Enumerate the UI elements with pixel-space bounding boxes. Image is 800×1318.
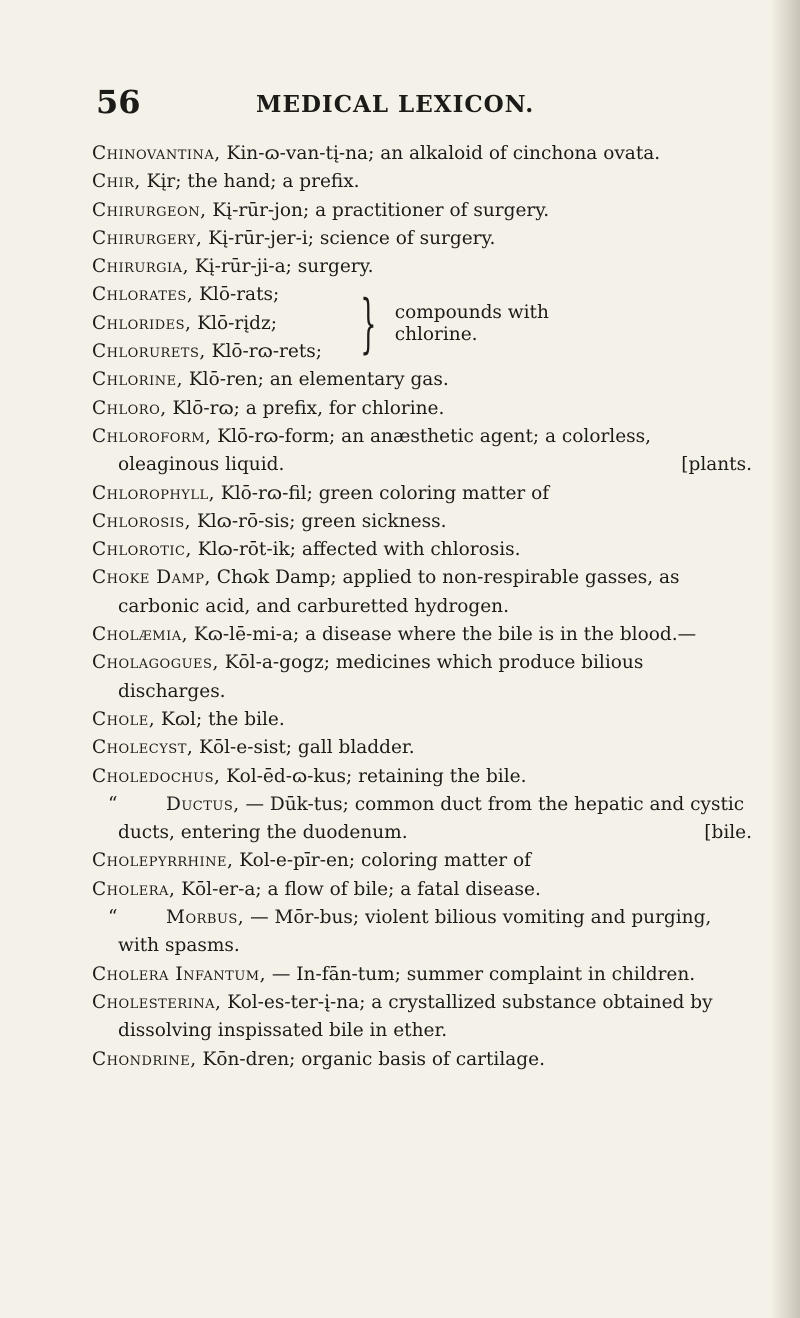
- page-number: 56: [96, 83, 141, 121]
- entry-definition: Kį-rūr-ji-a; surgery.: [188, 256, 374, 278]
- entry-term: Cholera Infantum,: [92, 963, 266, 985]
- entry: [92, 763, 752, 791]
- entry-definition: Kol-e-pīr-en; coloring matter of: [233, 850, 531, 872]
- entry-definition: Klɷ-rōt-ik; affected with chlorosis.: [191, 539, 521, 561]
- entry-term: Chirurgery,: [92, 227, 203, 249]
- entry: [92, 395, 752, 423]
- entry-term: Ductus,: [166, 793, 240, 815]
- entry-term: Cholepyrrhine,: [92, 850, 234, 872]
- page-edge-shadow: [770, 0, 800, 1318]
- entry: [92, 706, 752, 734]
- entry: [92, 734, 752, 762]
- page-header: [96, 83, 716, 123]
- overflow-word: [bile.: [704, 822, 752, 844]
- entry-term: Chloroform,: [92, 425, 212, 447]
- entry: [92, 1046, 752, 1074]
- entry-definition: Kōl-a-gogz; medicines which produce bilious discharges.: [118, 652, 644, 702]
- entry: [92, 536, 752, 564]
- entry-definition: Kol-ēd-ɷ-kus; retaining the bile.: [220, 765, 527, 787]
- entry-term: Chlorophyll,: [92, 482, 216, 504]
- entry: [92, 140, 752, 168]
- entry-term: Chlorosis,: [92, 510, 192, 532]
- entry-term: Cholera,: [92, 878, 176, 900]
- entry-term: Chinovantina,: [92, 143, 221, 164]
- entry-definition: Kį-rūr-jon; a practitioner of surgery.: [206, 199, 550, 221]
- entry-term: Chlorates,: [92, 284, 194, 306]
- entry-pronunciation: Klō-rats;: [193, 284, 280, 306]
- running-head: MEDICAL LEXICON.: [256, 91, 535, 118]
- grouped-definition: compounds with chlorine.: [394, 301, 549, 345]
- entry-definition: — In-fān-tum; summer complaint in children.: [265, 963, 696, 985]
- entry-definition: Chɷk Damp; applied to non-respirable gasses, as carbonic acid, and carburetted hydrogen.: [118, 567, 680, 617]
- ditto-mark: “: [108, 907, 118, 929]
- entry-definition: Kōl-e-sist; gall bladder.: [193, 737, 415, 759]
- entry-term: Morbus,: [166, 907, 245, 929]
- entry-definition: Klō-rɷ; a prefix, for chlorine.: [166, 397, 445, 419]
- entry-definition: — Dūk-tus; common duct from the hepatic and cystic ducts, entering the duodenum.: [118, 793, 745, 844]
- entry-definition: Kol-es-ter-į-na; a crystallized substance obtained by dissolving inspissated bile in ether.: [118, 991, 713, 1042]
- entry-term: Cholecyst,: [92, 737, 194, 759]
- entry-definition: Kįr; the hand; a prefix.: [140, 171, 360, 193]
- entry-term: Cholesterina,: [92, 991, 222, 1013]
- entry: [92, 508, 752, 536]
- entry-definition: Kį-rūr-jer-i; science of surgery.: [202, 227, 496, 249]
- entry: [92, 281, 342, 309]
- entry: [92, 480, 752, 508]
- entry: [92, 366, 752, 394]
- entry-definition: Kɷ-lē-mi-a; a disease where the bile is in the blood.—: [188, 624, 697, 646]
- entry: [92, 649, 752, 706]
- entry-term: Chlorine,: [92, 369, 183, 391]
- entry-definition: Kōl-er-a; a flow of bile; a fatal disease.: [175, 878, 541, 900]
- entry: [92, 225, 752, 253]
- entry: [92, 847, 752, 875]
- entry-definition: Kōn-dren; organic basis of cartilage.: [196, 1048, 545, 1070]
- overflow-word: [plants.: [681, 454, 752, 476]
- entry-term: Choledochus,: [92, 765, 221, 787]
- entry-term: Chlorurets,: [92, 341, 206, 363]
- entry: [92, 253, 752, 281]
- entry-definition: Klō-ren; an elementary gas.: [182, 369, 449, 391]
- entry: [92, 621, 752, 649]
- grouped-terms: [92, 281, 342, 366]
- entry-pronunciation: Klō-rɷ-rets;: [205, 341, 323, 363]
- entry-term: Cholæmia,: [92, 624, 189, 646]
- entry-term: Cholagogues,: [92, 652, 219, 674]
- entry-definition: Klɷ-rō-sis; green sickness.: [191, 510, 447, 532]
- entry-term: Chondrine,: [92, 1048, 197, 1070]
- entry-term: Chirurgia,: [92, 256, 189, 278]
- entry-definition: Klō-rɷ-fil; green coloring matter of: [215, 482, 550, 504]
- brace-symbol: }: [360, 286, 377, 361]
- entry-ditto: [92, 904, 752, 961]
- grouped-entries: [92, 281, 752, 366]
- entry: [92, 310, 342, 338]
- entry-term: Chloro,: [92, 397, 167, 419]
- entry: [92, 876, 752, 904]
- entry: [92, 423, 752, 480]
- entry-definition: Klō-rɷ-form; an anæsthetic agent; a colorless, oleaginous liquid.: [118, 425, 652, 476]
- entry: [92, 168, 752, 196]
- ditto-mark: “: [108, 793, 118, 815]
- entry: [92, 989, 752, 1046]
- entry-ditto: [92, 791, 752, 848]
- entry: [92, 564, 752, 621]
- entry: [92, 197, 752, 225]
- entry: [92, 961, 752, 989]
- entry-term: Chole,: [92, 708, 156, 730]
- entry-definition: Kin-ɷ-van-tį-na; an alkaloid of cinchona ovata.: [220, 143, 661, 164]
- entry-term: Chlorides,: [92, 312, 192, 334]
- entry-definition: Kɷl; the bile.: [155, 708, 285, 730]
- entry: [92, 338, 342, 366]
- lexicon-entries: [92, 140, 752, 1074]
- entry-term: Chlorotic,: [92, 539, 192, 561]
- entry-term: Choke Damp,: [92, 567, 211, 589]
- entry-pronunciation: Klō-rįdz;: [191, 312, 277, 334]
- entry-term: Chir,: [92, 171, 141, 193]
- entry-definition: — Mōr-bus; violent bilious vomiting and purging, with spasms.: [118, 907, 712, 957]
- entry-term: Chirurgeon,: [92, 199, 207, 221]
